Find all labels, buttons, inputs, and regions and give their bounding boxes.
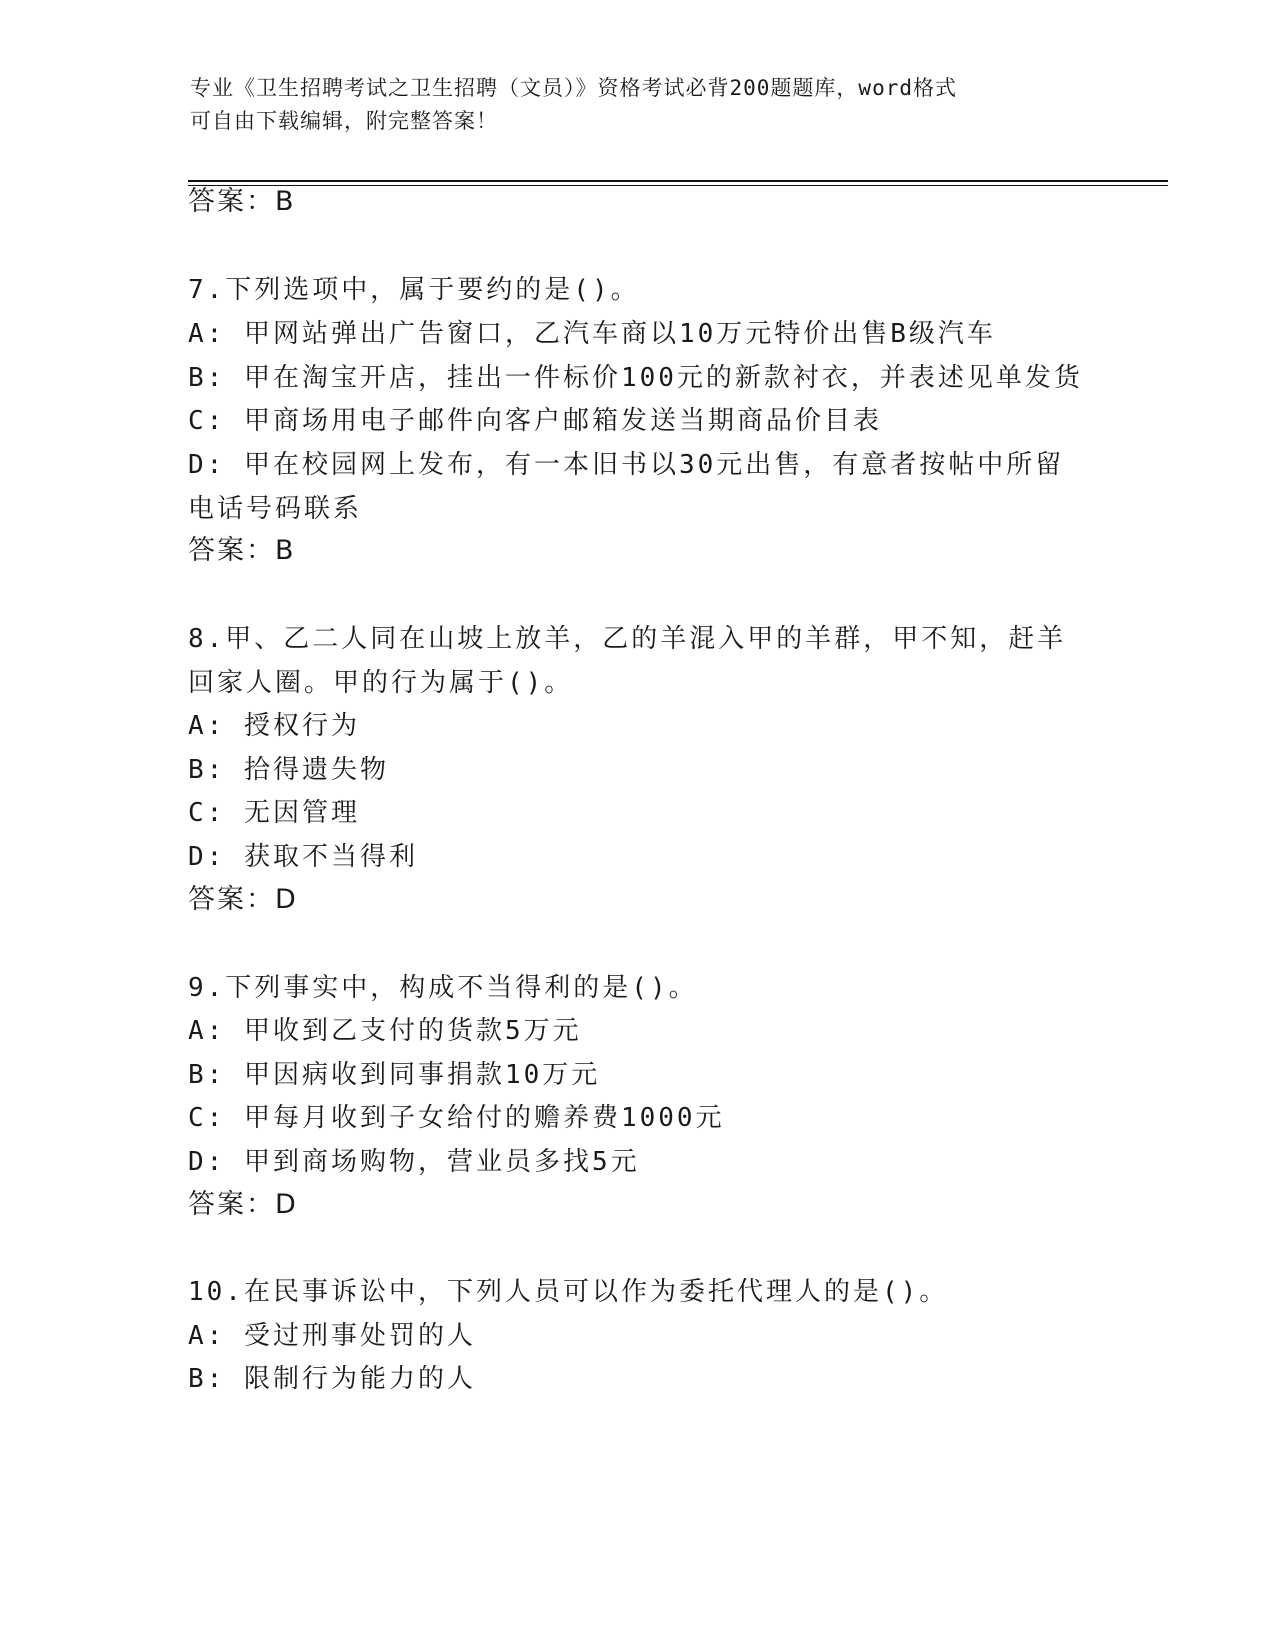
option-d: D: 甲在校园网上发布，有一本旧书以30元出售，有意者按帖中所留 xyxy=(188,450,1065,480)
header-divider-thick xyxy=(188,180,1168,182)
option-a: A: 甲收到乙支付的货款5万元 xyxy=(188,1016,582,1046)
option-b: B: 拾得遗失物 xyxy=(188,755,389,785)
question-stem-continued: 回家人圈。甲的行为属于()。 xyxy=(188,668,574,698)
option-d: D: 甲到商场购物，营业员多找5元 xyxy=(188,1147,640,1177)
option-c: C: 甲每月收到子女给付的赡养费1000元 xyxy=(188,1103,725,1133)
answer-line: 答案：B xyxy=(188,535,296,566)
option-c: C: 无因管理 xyxy=(188,798,360,828)
option-d: D: 获取不当得利 xyxy=(188,842,418,872)
document-header xyxy=(190,72,1090,138)
option-a: A: 受过刑事处罚的人 xyxy=(188,1321,476,1351)
answer-line: 答案：D xyxy=(188,884,298,915)
option-b: B: 甲因病收到同事捐款10万元 xyxy=(188,1060,601,1090)
question-stem: 9.下列事实中，构成不当得利的是()。 xyxy=(188,973,698,1003)
question-stem: 7.下列选项中，属于要约的是()。 xyxy=(188,275,640,305)
header-divider-thin xyxy=(188,185,1168,186)
header-line-2: 可自由下载编辑，附完整答案！ xyxy=(190,109,498,133)
option-a: A: 授权行为 xyxy=(188,711,360,741)
answer-line: 答案：D xyxy=(188,1189,298,1220)
question-stem: 8.甲、乙二人同在山坡上放羊，乙的羊混入甲的羊群，甲不知，赶羊 xyxy=(188,624,1067,654)
header-line-1: 专业《卫生招聘考试之卫生招聘（文员）》资格考试必背200题题库，word格式 xyxy=(190,76,957,100)
answer-line: 答案：B xyxy=(188,186,296,217)
option-b: B: 限制行为能力的人 xyxy=(188,1364,476,1394)
question-stem: 10.在民事诉讼中，下列人员可以作为委托代理人的是()。 xyxy=(188,1277,949,1307)
option-d-continued: 电话号码联系 xyxy=(188,494,363,524)
option-a: A: 甲网站弹出广告窗口，乙汽车商以10万元特价出售B级汽车 xyxy=(188,319,996,349)
option-b: B: 甲在淘宝开店，挂出一件标价100元的新款衬衣，并表述见单发货 xyxy=(188,363,1083,393)
option-c: C: 甲商场用电子邮件向客户邮箱发送当期商品价目表 xyxy=(188,406,882,436)
